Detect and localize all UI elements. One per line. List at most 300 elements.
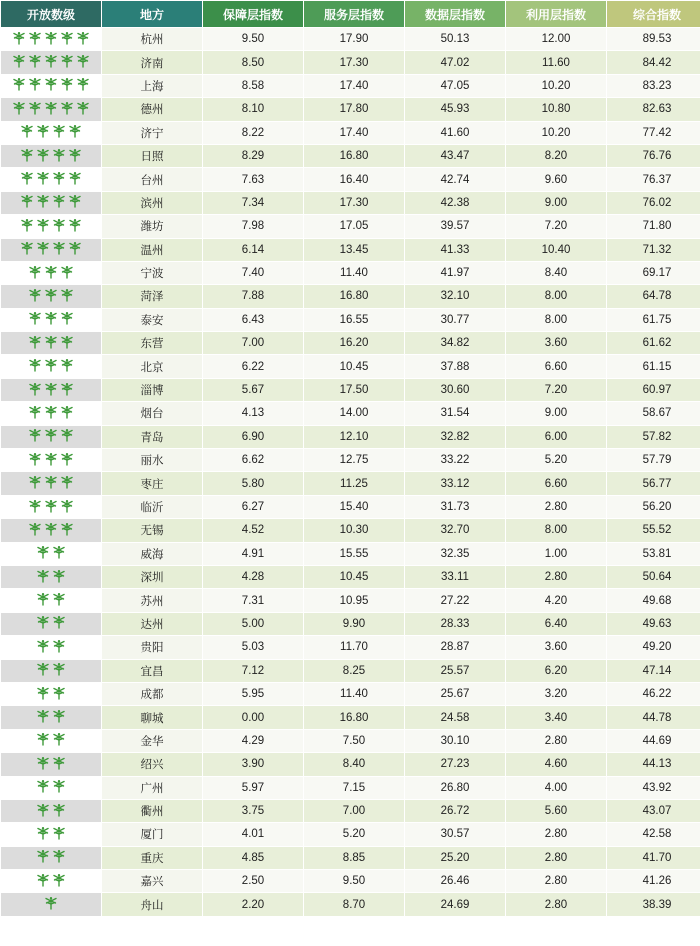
tree-icon <box>44 499 58 513</box>
table-row <box>1 51 700 73</box>
city-cell: 衢州 <box>102 800 202 822</box>
tree-icon <box>20 124 34 138</box>
tree-icon <box>60 358 74 372</box>
table-row <box>1 145 700 167</box>
zonghe-cell: 49.20 <box>607 636 700 658</box>
level-cell <box>1 402 101 424</box>
city-cell: 厦门 <box>102 823 202 845</box>
zonghe-cell: 77.42 <box>607 122 700 144</box>
tree-icon <box>52 592 66 606</box>
level-trees <box>20 124 82 138</box>
header-city: 地方 <box>102 1 202 27</box>
table-row <box>1 496 700 518</box>
fuwu-cell: 11.70 <box>304 636 404 658</box>
shuju-cell: 24.69 <box>405 893 505 915</box>
liyong-cell: 3.60 <box>506 636 606 658</box>
table-row <box>1 449 700 471</box>
tree-icon <box>76 77 90 91</box>
liyong-cell: 8.20 <box>506 145 606 167</box>
level-cell <box>1 239 101 261</box>
tree-icon <box>36 569 50 583</box>
zonghe-cell: 41.26 <box>607 870 700 892</box>
zonghe-cell: 50.64 <box>607 566 700 588</box>
city-cell: 绍兴 <box>102 753 202 775</box>
shuju-cell: 32.35 <box>405 543 505 565</box>
level-trees <box>12 77 90 91</box>
table-row <box>1 75 700 97</box>
city-cell: 滨州 <box>102 192 202 214</box>
shuju-cell: 47.05 <box>405 75 505 97</box>
table-row <box>1 706 700 728</box>
shuju-cell: 41.33 <box>405 239 505 261</box>
tree-icon <box>60 405 74 419</box>
baozhang-cell: 8.10 <box>203 98 303 120</box>
fuwu-cell: 9.90 <box>304 613 404 635</box>
baozhang-cell: 2.20 <box>203 893 303 915</box>
level-trees <box>36 662 66 676</box>
city-cell: 济宁 <box>102 122 202 144</box>
shuju-cell: 25.20 <box>405 847 505 869</box>
tree-icon <box>28 452 42 466</box>
table-row <box>1 800 700 822</box>
shuju-cell: 45.93 <box>405 98 505 120</box>
fuwu-cell: 8.25 <box>304 660 404 682</box>
city-cell: 德州 <box>102 98 202 120</box>
tree-icon <box>60 522 74 536</box>
fuwu-cell: 13.45 <box>304 239 404 261</box>
baozhang-cell: 7.88 <box>203 285 303 307</box>
table-row <box>1 285 700 307</box>
level-cell <box>1 636 101 658</box>
shuju-cell: 31.73 <box>405 496 505 518</box>
shuju-cell: 32.10 <box>405 285 505 307</box>
level-trees <box>36 615 66 629</box>
fuwu-cell: 15.55 <box>304 543 404 565</box>
tree-icon <box>28 77 42 91</box>
table-body <box>1 28 700 916</box>
table-row <box>1 636 700 658</box>
level-cell <box>1 285 101 307</box>
city-cell: 舟山 <box>102 893 202 915</box>
tree-icon <box>20 148 34 162</box>
fuwu-cell: 8.70 <box>304 893 404 915</box>
level-cell <box>1 379 101 401</box>
zonghe-cell: 41.70 <box>607 847 700 869</box>
zonghe-cell: 89.53 <box>607 28 700 50</box>
zonghe-cell: 64.78 <box>607 285 700 307</box>
city-cell: 上海 <box>102 75 202 97</box>
baozhang-cell: 5.80 <box>203 472 303 494</box>
liyong-cell: 2.80 <box>506 870 606 892</box>
tree-icon <box>52 709 66 723</box>
level-cell <box>1 75 101 97</box>
tree-icon <box>36 171 50 185</box>
liyong-cell: 5.60 <box>506 800 606 822</box>
table-row <box>1 355 700 377</box>
tree-icon <box>44 288 58 302</box>
fuwu-cell: 11.40 <box>304 683 404 705</box>
baozhang-cell: 7.12 <box>203 660 303 682</box>
zonghe-cell: 60.97 <box>607 379 700 401</box>
fuwu-cell: 12.10 <box>304 426 404 448</box>
liyong-cell: 3.60 <box>506 332 606 354</box>
table-row <box>1 472 700 494</box>
table-row <box>1 777 700 799</box>
tree-icon <box>20 218 34 232</box>
level-trees <box>28 405 74 419</box>
level-trees <box>20 148 82 162</box>
zonghe-cell: 82.63 <box>607 98 700 120</box>
baozhang-cell: 7.34 <box>203 192 303 214</box>
table-row <box>1 332 700 354</box>
table-row <box>1 215 700 237</box>
zonghe-cell: 69.17 <box>607 262 700 284</box>
zonghe-cell: 76.02 <box>607 192 700 214</box>
fuwu-cell: 11.25 <box>304 472 404 494</box>
liyong-cell: 11.60 <box>506 51 606 73</box>
zonghe-cell: 76.76 <box>607 145 700 167</box>
liyong-cell: 6.60 <box>506 355 606 377</box>
city-cell: 台州 <box>102 168 202 190</box>
zonghe-cell: 55.52 <box>607 519 700 541</box>
liyong-cell: 3.40 <box>506 706 606 728</box>
tree-icon <box>36 686 50 700</box>
header-level: 开放数级 <box>1 1 101 27</box>
zonghe-cell: 53.81 <box>607 543 700 565</box>
liyong-cell: 4.20 <box>506 589 606 611</box>
fuwu-cell: 17.40 <box>304 75 404 97</box>
tree-icon <box>60 265 74 279</box>
tree-icon <box>20 241 34 255</box>
liyong-cell: 6.60 <box>506 472 606 494</box>
tree-icon <box>36 849 50 863</box>
zonghe-cell: 42.58 <box>607 823 700 845</box>
shuju-cell: 33.22 <box>405 449 505 471</box>
fuwu-cell: 17.40 <box>304 122 404 144</box>
shuju-cell: 30.57 <box>405 823 505 845</box>
zonghe-cell: 44.78 <box>607 706 700 728</box>
city-cell: 嘉兴 <box>102 870 202 892</box>
tree-icon <box>68 194 82 208</box>
shuju-cell: 27.23 <box>405 753 505 775</box>
tree-icon <box>36 873 50 887</box>
shuju-cell: 41.97 <box>405 262 505 284</box>
baozhang-cell: 5.67 <box>203 379 303 401</box>
level-trees <box>28 335 74 349</box>
level-trees <box>36 592 66 606</box>
fuwu-cell: 17.90 <box>304 28 404 50</box>
liyong-cell: 2.80 <box>506 566 606 588</box>
table-row <box>1 730 700 752</box>
shuju-cell: 26.80 <box>405 777 505 799</box>
city-cell: 深圳 <box>102 566 202 588</box>
tree-icon <box>44 475 58 489</box>
shuju-cell: 37.88 <box>405 355 505 377</box>
tree-icon <box>44 77 58 91</box>
level-cell <box>1 215 101 237</box>
level-cell <box>1 472 101 494</box>
baozhang-cell: 8.58 <box>203 75 303 97</box>
shuju-cell: 34.82 <box>405 332 505 354</box>
tree-icon <box>44 358 58 372</box>
tree-icon <box>28 101 42 115</box>
baozhang-cell: 3.90 <box>203 753 303 775</box>
baozhang-cell: 6.27 <box>203 496 303 518</box>
liyong-cell: 5.20 <box>506 449 606 471</box>
tree-icon <box>28 405 42 419</box>
level-trees <box>28 311 74 325</box>
table-row <box>1 122 700 144</box>
baozhang-cell: 4.13 <box>203 402 303 424</box>
liyong-cell: 10.20 <box>506 122 606 144</box>
tree-icon <box>60 31 74 45</box>
shuju-cell: 28.33 <box>405 613 505 635</box>
tree-icon <box>76 54 90 68</box>
level-trees <box>36 732 66 746</box>
level-trees <box>36 569 66 583</box>
liyong-cell: 6.00 <box>506 426 606 448</box>
tree-icon <box>60 335 74 349</box>
table-row <box>1 847 700 869</box>
liyong-cell: 4.60 <box>506 753 606 775</box>
baozhang-cell: 0.00 <box>203 706 303 728</box>
liyong-cell: 2.80 <box>506 730 606 752</box>
baozhang-cell: 5.03 <box>203 636 303 658</box>
fuwu-cell: 17.50 <box>304 379 404 401</box>
level-cell <box>1 777 101 799</box>
tree-icon <box>68 148 82 162</box>
shuju-cell: 27.22 <box>405 589 505 611</box>
shuju-cell: 33.11 <box>405 566 505 588</box>
shuju-cell: 42.74 <box>405 168 505 190</box>
city-cell: 温州 <box>102 239 202 261</box>
table-row <box>1 239 700 261</box>
level-trees <box>20 171 82 185</box>
liyong-cell: 9.60 <box>506 168 606 190</box>
level-cell <box>1 426 101 448</box>
shuju-cell: 31.54 <box>405 402 505 424</box>
city-cell: 淄博 <box>102 379 202 401</box>
tree-icon <box>36 218 50 232</box>
tree-icon <box>12 31 26 45</box>
liyong-cell: 3.20 <box>506 683 606 705</box>
fuwu-cell: 16.55 <box>304 309 404 331</box>
liyong-cell: 2.80 <box>506 893 606 915</box>
city-cell: 重庆 <box>102 847 202 869</box>
tree-icon <box>52 148 66 162</box>
fuwu-cell: 12.75 <box>304 449 404 471</box>
shuju-cell: 30.10 <box>405 730 505 752</box>
header-zonghe: 综合指数 <box>607 1 700 27</box>
baozhang-cell: 6.62 <box>203 449 303 471</box>
level-trees <box>36 686 66 700</box>
zonghe-cell: 61.75 <box>607 309 700 331</box>
shuju-cell: 26.46 <box>405 870 505 892</box>
level-trees <box>28 428 74 442</box>
level-cell <box>1 309 101 331</box>
tree-icon <box>28 382 42 396</box>
tree-icon <box>60 382 74 396</box>
tree-icon <box>68 218 82 232</box>
city-cell: 杭州 <box>102 28 202 50</box>
city-cell: 广州 <box>102 777 202 799</box>
fuwu-cell: 5.20 <box>304 823 404 845</box>
level-cell <box>1 449 101 471</box>
fuwu-cell: 7.50 <box>304 730 404 752</box>
level-cell <box>1 332 101 354</box>
shuju-cell: 32.70 <box>405 519 505 541</box>
liyong-cell: 2.80 <box>506 823 606 845</box>
tree-icon <box>52 194 66 208</box>
tree-icon <box>44 452 58 466</box>
baozhang-cell: 6.43 <box>203 309 303 331</box>
header-fuwu: 服务层指数 <box>304 1 404 27</box>
tree-icon <box>44 311 58 325</box>
baozhang-cell: 6.14 <box>203 239 303 261</box>
baozhang-cell: 5.95 <box>203 683 303 705</box>
tree-icon <box>36 662 50 676</box>
shuju-cell: 41.60 <box>405 122 505 144</box>
level-cell <box>1 706 101 728</box>
fuwu-cell: 15.40 <box>304 496 404 518</box>
tree-icon <box>52 218 66 232</box>
header-baozhang: 保障层指数 <box>203 1 303 27</box>
tree-icon <box>12 101 26 115</box>
level-cell <box>1 753 101 775</box>
liyong-cell: 6.20 <box>506 660 606 682</box>
tree-icon <box>44 335 58 349</box>
liyong-cell: 6.40 <box>506 613 606 635</box>
shuju-cell: 47.02 <box>405 51 505 73</box>
tree-icon <box>60 475 74 489</box>
baozhang-cell: 4.52 <box>203 519 303 541</box>
liyong-cell: 10.80 <box>506 98 606 120</box>
fuwu-cell: 17.05 <box>304 215 404 237</box>
fuwu-cell: 11.40 <box>304 262 404 284</box>
baozhang-cell: 4.29 <box>203 730 303 752</box>
fuwu-cell: 7.15 <box>304 777 404 799</box>
tree-icon <box>36 779 50 793</box>
zonghe-cell: 43.92 <box>607 777 700 799</box>
table-row <box>1 168 700 190</box>
level-trees <box>36 873 66 887</box>
shuju-cell: 30.60 <box>405 379 505 401</box>
level-cell <box>1 519 101 541</box>
city-cell: 聊城 <box>102 706 202 728</box>
level-trees <box>36 826 66 840</box>
level-trees <box>36 545 66 559</box>
tree-icon <box>36 592 50 606</box>
tree-icon <box>28 54 42 68</box>
level-cell <box>1 543 101 565</box>
liyong-cell: 4.00 <box>506 777 606 799</box>
level-cell <box>1 870 101 892</box>
baozhang-cell: 4.01 <box>203 823 303 845</box>
header-liyong: 利用层指数 <box>506 1 606 27</box>
tree-icon <box>52 732 66 746</box>
shuju-cell: 32.82 <box>405 426 505 448</box>
zonghe-cell: 61.62 <box>607 332 700 354</box>
liyong-cell: 7.20 <box>506 215 606 237</box>
table-row <box>1 519 700 541</box>
tree-icon <box>52 569 66 583</box>
tree-icon <box>76 101 90 115</box>
level-trees <box>36 639 66 653</box>
baozhang-cell: 7.63 <box>203 168 303 190</box>
fuwu-cell: 7.00 <box>304 800 404 822</box>
tree-icon <box>52 826 66 840</box>
liyong-cell: 2.80 <box>506 496 606 518</box>
fuwu-cell: 17.30 <box>304 51 404 73</box>
shuju-cell: 26.72 <box>405 800 505 822</box>
baozhang-cell: 5.00 <box>203 613 303 635</box>
city-cell: 苏州 <box>102 589 202 611</box>
tree-icon <box>44 54 58 68</box>
city-cell: 宜昌 <box>102 660 202 682</box>
level-cell <box>1 496 101 518</box>
city-cell: 日照 <box>102 145 202 167</box>
fuwu-cell: 8.85 <box>304 847 404 869</box>
level-cell <box>1 355 101 377</box>
table-row <box>1 613 700 635</box>
liyong-cell: 8.40 <box>506 262 606 284</box>
fuwu-cell: 10.30 <box>304 519 404 541</box>
level-cell <box>1 683 101 705</box>
tree-icon <box>44 522 58 536</box>
tree-icon <box>60 311 74 325</box>
tree-icon <box>12 54 26 68</box>
table-row <box>1 402 700 424</box>
tree-icon <box>52 171 66 185</box>
level-trees <box>20 218 82 232</box>
level-trees <box>28 499 74 513</box>
level-cell <box>1 613 101 635</box>
baozhang-cell: 3.75 <box>203 800 303 822</box>
table-row <box>1 426 700 448</box>
fuwu-cell: 17.30 <box>304 192 404 214</box>
tree-icon <box>60 288 74 302</box>
zonghe-cell: 56.20 <box>607 496 700 518</box>
tree-icon <box>12 77 26 91</box>
baozhang-cell: 4.91 <box>203 543 303 565</box>
tree-icon <box>52 756 66 770</box>
tree-icon <box>44 382 58 396</box>
zonghe-cell: 46.22 <box>607 683 700 705</box>
level-trees <box>28 452 74 466</box>
tree-icon <box>28 358 42 372</box>
table-row <box>1 28 700 50</box>
table-row <box>1 589 700 611</box>
level-cell <box>1 192 101 214</box>
tree-icon <box>60 77 74 91</box>
level-trees <box>12 101 90 115</box>
table-row <box>1 870 700 892</box>
city-cell: 贵阳 <box>102 636 202 658</box>
tree-icon <box>36 709 50 723</box>
level-trees <box>44 896 58 910</box>
tree-icon <box>36 756 50 770</box>
fuwu-cell: 14.00 <box>304 402 404 424</box>
tree-icon <box>28 311 42 325</box>
level-trees <box>36 709 66 723</box>
zonghe-cell: 83.23 <box>607 75 700 97</box>
level-cell <box>1 262 101 284</box>
level-cell <box>1 168 101 190</box>
baozhang-cell: 8.29 <box>203 145 303 167</box>
level-cell <box>1 660 101 682</box>
city-cell: 宁波 <box>102 262 202 284</box>
baozhang-cell: 7.40 <box>203 262 303 284</box>
